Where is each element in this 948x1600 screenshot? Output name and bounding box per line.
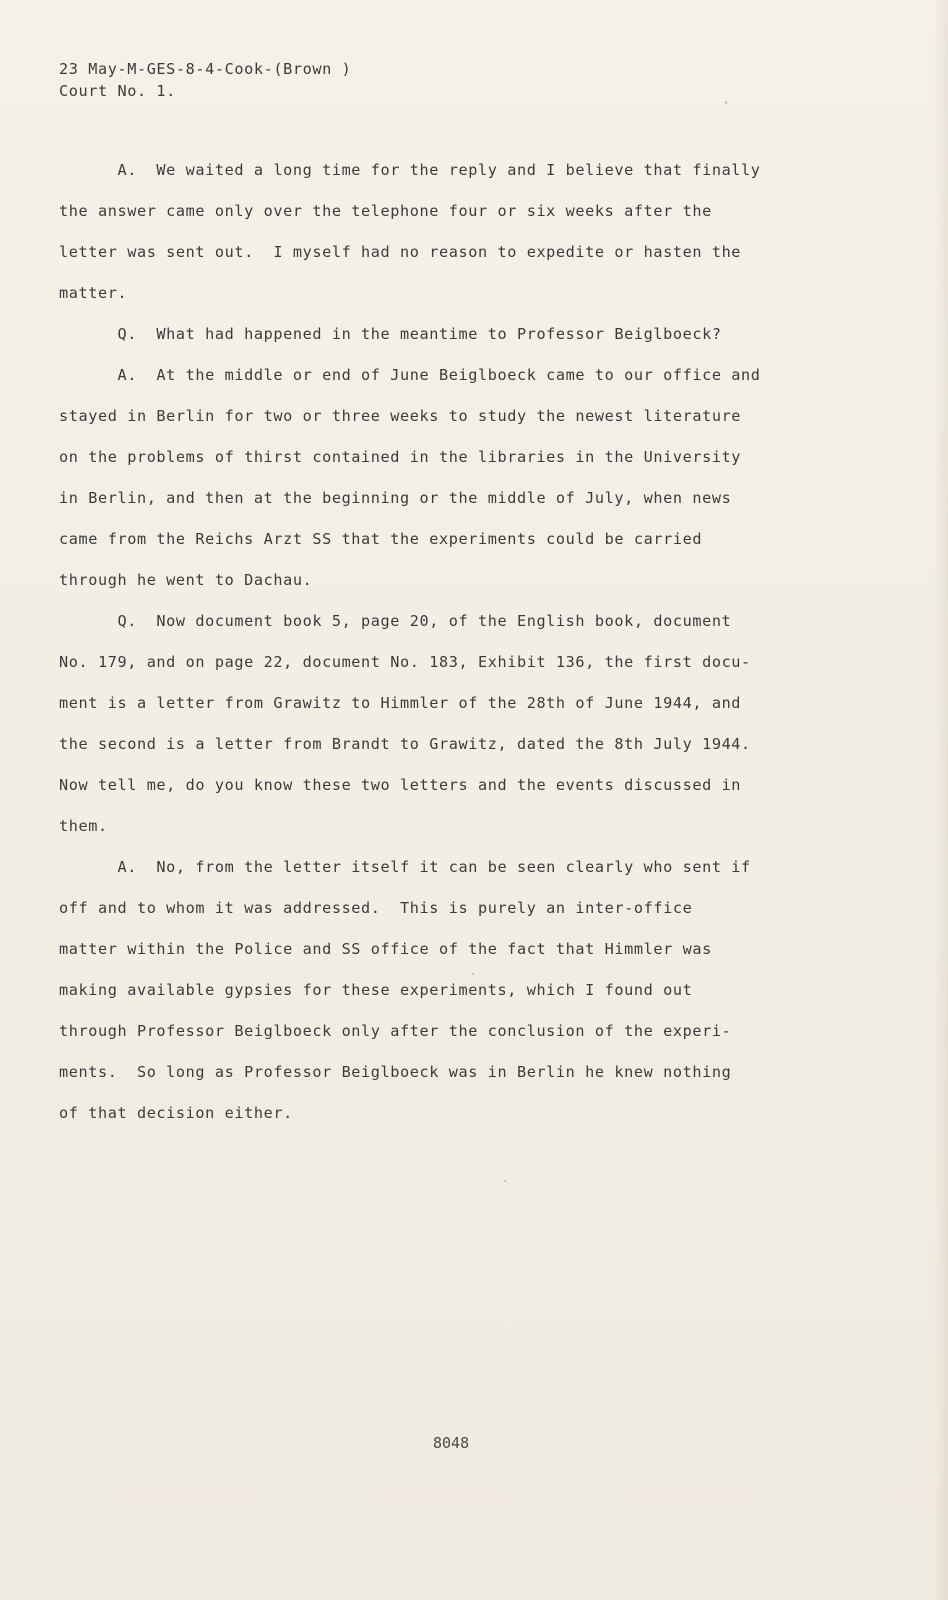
- transcript-line: A. We waited a long time for the reply and I believe that finally: [59, 161, 761, 179]
- page-number: 8048: [433, 1434, 470, 1452]
- transcript-line: A. No, from the letter itself it can be seen clearly who sent if: [59, 858, 751, 876]
- page-edge-shadow: [934, 0, 948, 1600]
- transcript-line: stayed in Berlin for two or three weeks to study the newest literature: [59, 407, 742, 425]
- transcript-line: came from the Reichs Arzt SS that the experiments could be carried: [59, 530, 703, 548]
- transcript-line: matter.: [59, 284, 128, 302]
- header-court: Court No. 1.: [59, 82, 176, 100]
- transcript-line: No. 179, and on page 22, document No. 183, Exhibit 136, the first docu-: [59, 653, 751, 671]
- transcript-line: them.: [59, 817, 108, 835]
- transcript-line: Now tell me, do you know these two letters and the events discussed in: [59, 776, 742, 794]
- transcript-line: A. At the middle or end of June Beiglboeck came to our office and: [59, 366, 761, 384]
- transcript-line: on the problems of thirst contained in the libraries in the University: [59, 448, 742, 466]
- transcript-line: through Professor Beiglboeck only after the conclusion of the experi-: [59, 1022, 732, 1040]
- header-reference: 23 May-M-GES-8-4-Cook-(Brown ): [59, 60, 352, 78]
- transcript-line: ments. So long as Professor Beiglboeck was in Berlin he knew nothing: [59, 1063, 732, 1081]
- document-header: [59, 58, 351, 102]
- paper-fleck: [725, 101, 727, 104]
- transcript-line: off and to whom it was addressed. This is purely an inter-office: [59, 899, 693, 917]
- transcript-line: the second is a letter from Brandt to Grawitz, dated the 8th July 1944.: [59, 735, 751, 753]
- transcript-line: of that decision either.: [59, 1104, 293, 1122]
- transcript-line: the answer came only over the telephone four or six weeks after the: [59, 202, 712, 220]
- paper-fleck: [472, 973, 474, 975]
- transcript-line: Q. What had happened in the meantime to Professor Beiglboeck?: [59, 325, 722, 343]
- transcript-line: in Berlin, and then at the beginning or the middle of July, when news: [59, 489, 732, 507]
- transcript-line: ment is a letter from Grawitz to Himmler of the 28th of June 1944, and: [59, 694, 742, 712]
- paper-fleck: [504, 1180, 506, 1182]
- transcript-line: letter was sent out. I myself had no reason to expedite or hasten the: [59, 243, 742, 261]
- transcript-line: Q. Now document book 5, page 20, of the English book, document: [59, 612, 732, 630]
- transcript-line: through he went to Dachau.: [59, 571, 313, 589]
- transcript-line: matter within the Police and SS office of the fact that Himmler was: [59, 940, 712, 958]
- transcript-body: [59, 150, 789, 1134]
- transcript-line: making available gypsies for these experiments, which I found out: [59, 981, 693, 999]
